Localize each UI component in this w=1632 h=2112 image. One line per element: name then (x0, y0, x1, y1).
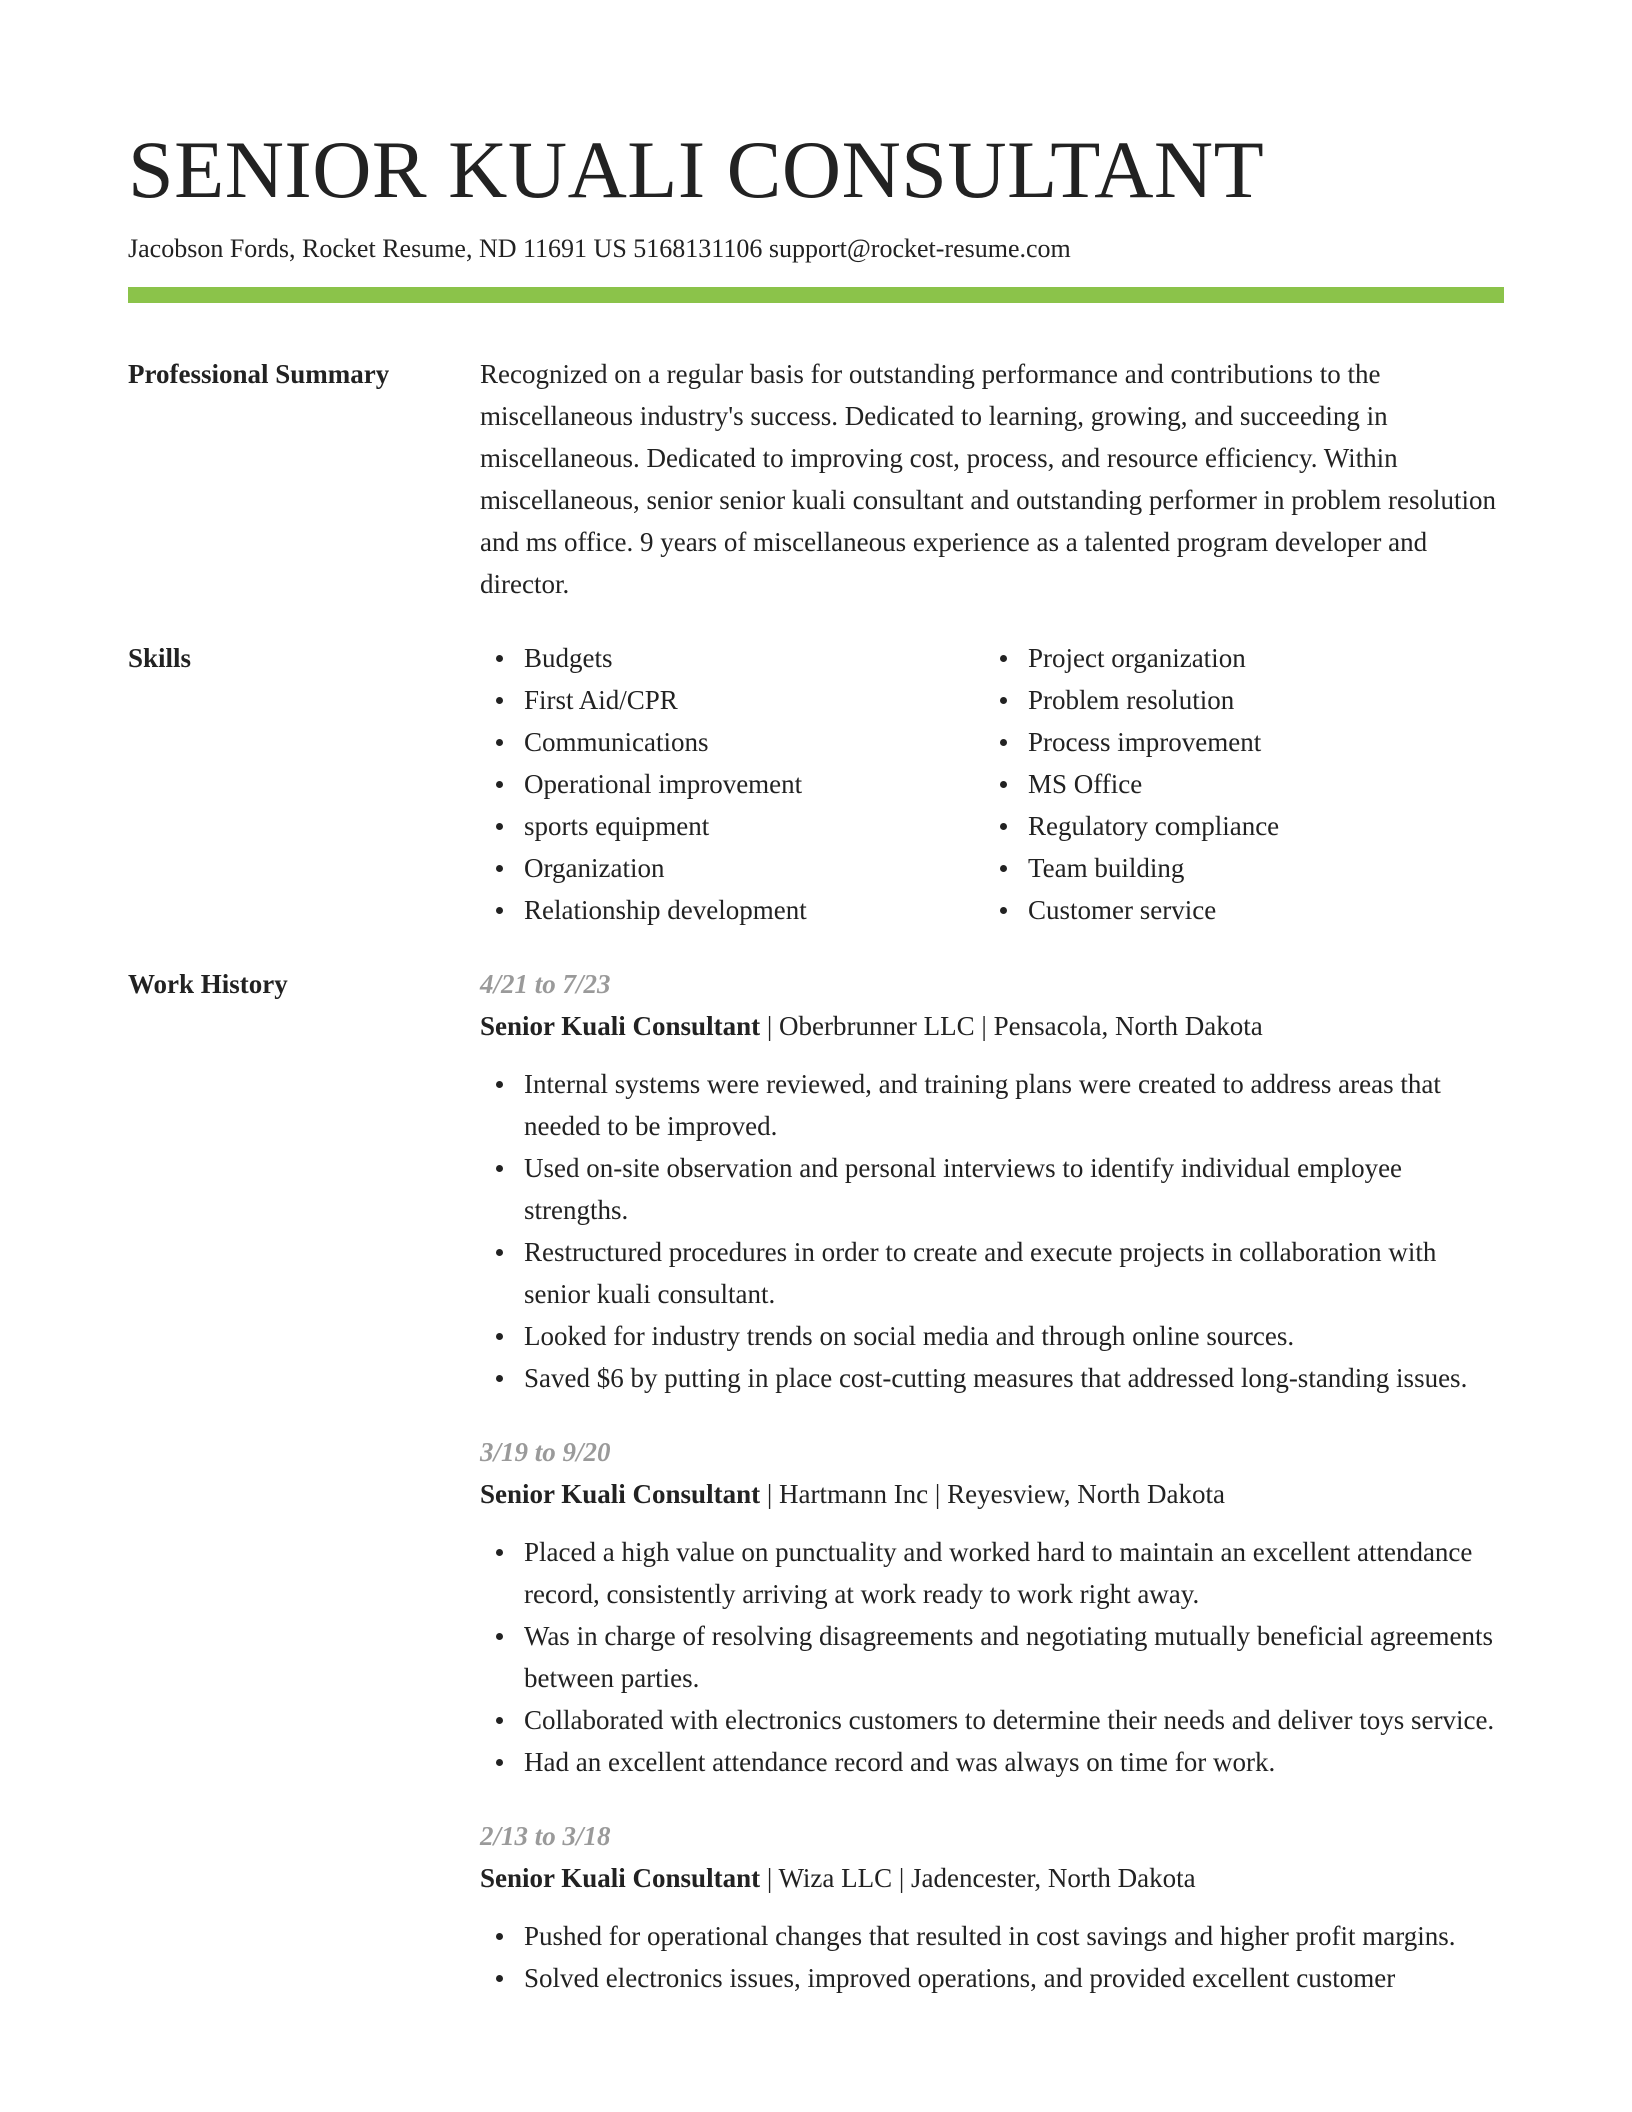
contact-phone: 5168131106 (633, 234, 763, 263)
skill-item: Communications (480, 721, 984, 763)
resume-title: SENIOR KUALI CONSULTANT (128, 124, 1265, 215)
skills-column-left (480, 637, 984, 931)
job-bullet: Collaborated with electronics customers to determine their needs and deliver toys service. (480, 1699, 1504, 1741)
header-divider (128, 287, 1504, 303)
skill-item: Project organization (984, 637, 1504, 679)
skill-item: Problem resolution (984, 679, 1504, 721)
job-bullets (480, 1531, 1504, 1783)
contact-address: Jacobson Fords, Rocket Resume, ND 11691 US (128, 234, 627, 263)
job-bullets (480, 1063, 1504, 1399)
skill-item: MS Office (984, 763, 1504, 805)
job-details: | Wiza LLC | Jadencester, North Dakota (760, 1863, 1196, 1893)
job-title: Senior Kuali Consultant (480, 1863, 761, 1893)
skill-item: Operational improvement (480, 763, 984, 805)
skill-item: Organization (480, 847, 984, 889)
job-heading (480, 1005, 1504, 1047)
job-entry (480, 963, 1504, 1399)
contact-email[interactable]: support@rocket-resume.com (768, 234, 1071, 263)
skill-item: Process improvement (984, 721, 1504, 763)
job-bullet: Internal systems were reviewed, and training plans were created to address areas that needed to be improved. (480, 1063, 1504, 1147)
job-bullet: Restructured procedures in order to create and execute projects in collaboration with senior kuali consultant. (480, 1231, 1504, 1315)
job-entry (480, 1815, 1504, 1999)
summary-section (128, 353, 1504, 605)
work-history-section (128, 963, 1504, 1999)
job-bullet: Saved $6 by putting in place cost-cutting measures that addressed long-standing issues. (480, 1357, 1504, 1399)
job-details: | Oberbrunner LLC | Pensacola, North Dakota (760, 1011, 1263, 1041)
job-heading (480, 1857, 1504, 1899)
job-dates: 4/21 to 7/23 (480, 969, 611, 999)
work-history-body (480, 963, 1504, 1999)
contact-line (128, 232, 1504, 266)
job-bullet: Looked for industry trends on social media and through online sources. (480, 1315, 1504, 1357)
summary-text: Recognized on a regular basis for outstanding performance and contributions to the miscellaneous industry's success. Dedicated to learning, growing, and succeeding in miscellaneous. Dedicated to improving cost, process, and resource efficiency. Within miscellaneous, senior senior kuali consultant and outstanding performer in problem resolution and ms office. 9 years of miscellaneous experience as a talented program developer and director. (480, 359, 1497, 599)
skill-item: Regulatory compliance (984, 805, 1504, 847)
job-bullet: Used on-site observation and personal interviews to identify individual employee strengths. (480, 1147, 1504, 1231)
skills-list (480, 637, 1504, 931)
job-title: Senior Kuali Consultant (480, 1011, 761, 1041)
job-bullets (480, 1915, 1504, 1999)
job-title: Senior Kuali Consultant (480, 1479, 761, 1509)
skill-item: Budgets (480, 637, 984, 679)
summary-body (480, 353, 1504, 605)
job-details: | Hartmann Inc | Reyesview, North Dakota (760, 1479, 1225, 1509)
job-dates: 3/19 to 9/20 (480, 1437, 611, 1467)
skills-section (128, 637, 1504, 931)
skill-item: Team building (984, 847, 1504, 889)
job-heading (480, 1473, 1504, 1515)
skills-column-right (984, 637, 1504, 931)
skill-item: sports equipment (480, 805, 984, 847)
skill-item: Customer service (984, 889, 1504, 931)
job-bullet: Placed a high value on punctuality and worked hard to maintain an excellent attendance record, consistently arriving at work ready to work right away. (480, 1531, 1504, 1615)
skills-heading: Skills (128, 643, 192, 673)
work-history-heading: Work History (128, 969, 288, 999)
job-entry (480, 1431, 1504, 1783)
job-bullet: Was in charge of resolving disagreements and negotiating mutually beneficial agreements between parties. (480, 1615, 1504, 1699)
job-bullet: Had an excellent attendance record and was always on time for work. (480, 1741, 1504, 1783)
job-dates: 2/13 to 3/18 (480, 1821, 611, 1851)
resume-page (128, 0, 1504, 1999)
skill-item: Relationship development (480, 889, 984, 931)
skill-item: First Aid/CPR (480, 679, 984, 721)
job-bullet: Pushed for operational changes that resulted in cost savings and higher profit margins. (480, 1915, 1504, 1957)
job-bullet: Solved electronics issues, improved operations, and provided excellent customer (480, 1957, 1504, 1999)
summary-heading: Professional Summary (128, 359, 390, 389)
